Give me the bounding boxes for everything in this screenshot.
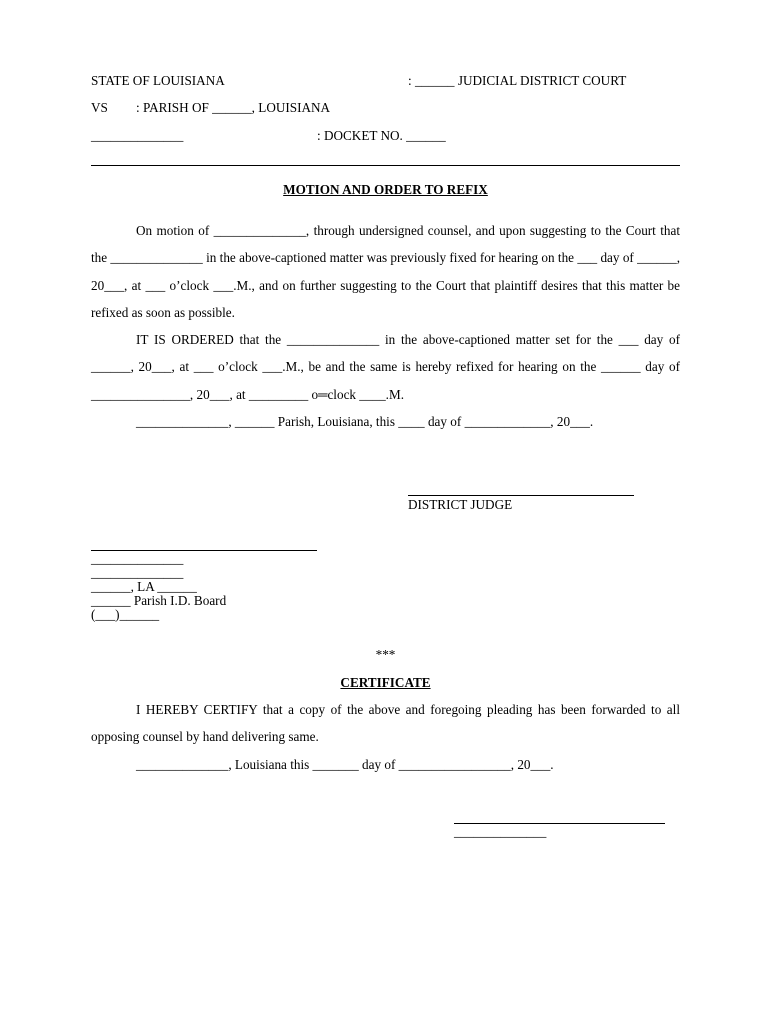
motion-paragraph-2: IT IS ORDERED that the ______________ in the above-captioned matter set for the ___ day of ______, 20___, at ___ o’clock ___.M., be and the same is hereby refixed for hearing on the ______ day of _______________, 20___, at _________ o═clock ____.M. (91, 332, 680, 402)
caption-parish: : PARISH OF ______, LOUISIANA (136, 100, 331, 115)
caption-court: : ______ JUDICIAL DISTRICT COURT (408, 73, 627, 88)
caption-divider (91, 165, 680, 166)
attorney-phone: (___)______ (91, 607, 160, 622)
caption-party-blank: ______________ (91, 128, 184, 143)
caption-docket: : DOCKET NO. ______ (317, 128, 446, 143)
judge-signature-line (408, 495, 634, 496)
certificate-paragraph-2: ______________, Louisiana this _______ day of _________________, 20___. (136, 757, 554, 772)
section-separator: *** (375, 647, 396, 662)
motion-paragraph-3: ______________, ______ Parish, Louisiana, this ____ day of _____________, 20___. (136, 414, 594, 429)
attorney-line-3: ______________ (91, 565, 184, 580)
attorney-city: ______, LA ______ (91, 579, 197, 594)
attorney-bar: ______ Parish I.D. Board (91, 593, 227, 608)
caption-state: STATE OF LOUISIANA (91, 73, 225, 88)
motion-title: MOTION AND ORDER TO REFIX (283, 182, 488, 197)
caption-vs: VS (91, 100, 108, 115)
judge-label: DISTRICT JUDGE (408, 497, 513, 512)
attorney-line-2: ______________ (91, 551, 184, 566)
certificate-title: CERTIFICATE (340, 675, 431, 690)
certificate-signature-line-2: ______________ (454, 824, 547, 839)
certificate-paragraph-1: I HEREBY CERTIFY that a copy of the above and foregoing pleading has been forwarded to all opposing counsel by hand delivering same. (91, 702, 680, 745)
motion-paragraph-1: On motion of ______________, through undersigned counsel, and upon suggesting to the Court that the ______________ in the above-captioned matter was previously fixed for hearing on the ___ day of ______, 20___, at ___ o’clock ___.M., and on further suggesting to the Court that plaintiff desires that this matter be refixed as soon as possible. (91, 223, 680, 320)
